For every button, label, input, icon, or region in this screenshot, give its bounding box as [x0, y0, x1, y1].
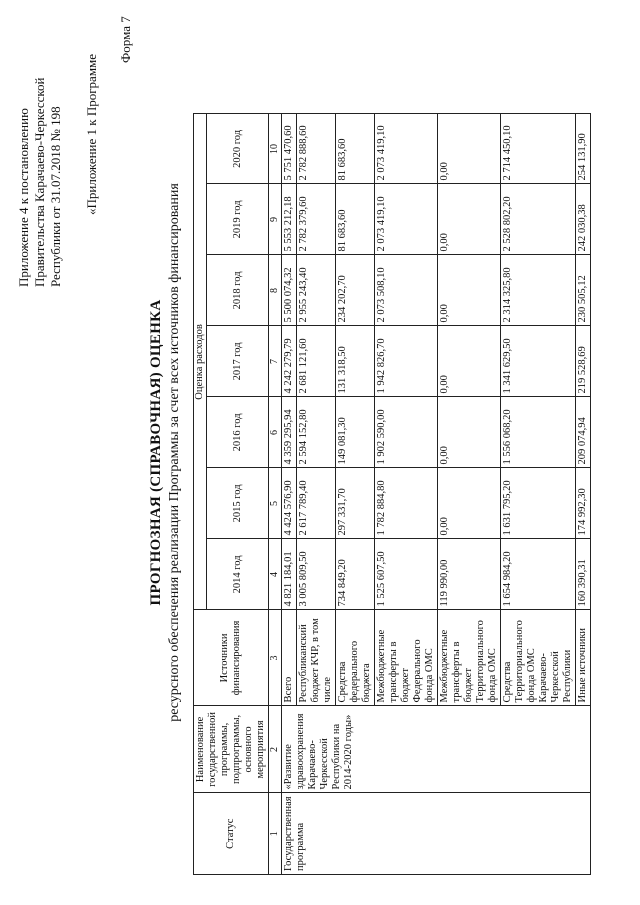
value-cell: 160 390,31 [576, 539, 591, 610]
column-number: 10 [269, 114, 282, 184]
value-cell: 5 500 074,32 [282, 255, 297, 326]
value-cell: 4 242 279,79 [282, 326, 297, 397]
value-cell: 242 030,38 [576, 184, 591, 255]
value-cell: 2 073 419,10 [375, 184, 438, 255]
document-title: ПРОГНОЗНАЯ (СПРАВОЧНАЯ) ОЦЕНКА [148, 299, 164, 606]
value-cell: 131 318,50 [336, 326, 375, 397]
value-cell: 2 955 243,40 [297, 255, 336, 326]
approval-line: Республики от 31.07.2018 № 198 [48, 106, 63, 287]
col-status: Статус [194, 793, 269, 875]
value-cell: 2 073 419,10 [375, 114, 438, 184]
value-cell: 2 782 379,60 [297, 184, 336, 255]
value-cell: 0,00 [438, 397, 501, 468]
header-row [194, 114, 207, 875]
document-subtitle: ресурсного обеспечения реализации Программы за счет всех источников финансирования [167, 183, 182, 722]
value-cell: 1 782 884,80 [375, 468, 438, 539]
column-number: 2 [269, 706, 282, 793]
source-cell: Межбюджетные трансферты в бюджет Территориального фонда ОМС [438, 610, 501, 706]
value-cell: 230 505,12 [576, 255, 591, 326]
col-year: 2016 год [207, 397, 269, 468]
source-cell: Средства Территориального фонда ОМС Карачаево-Черкесской Республики [501, 610, 576, 706]
value-cell: 219 528,69 [576, 326, 591, 397]
value-cell: 0,00 [438, 114, 501, 184]
value-cell: 297 331,70 [336, 468, 375, 539]
col-sources: Источники финансирования [194, 610, 269, 706]
column-number: 7 [269, 326, 282, 397]
value-cell: 1 654 984,20 [501, 539, 576, 610]
col-estimate: Оценка расходов [194, 114, 207, 610]
value-cell: 2 073 508,10 [375, 255, 438, 326]
annex-reference: «Приложение 1 к Программе [84, 53, 99, 215]
value-cell: 2 617 789,40 [297, 468, 336, 539]
column-number: 1 [269, 793, 282, 875]
value-cell: 734 849,20 [336, 539, 375, 610]
value-cell: 0,00 [438, 255, 501, 326]
value-cell: 5 553 212,18 [282, 184, 297, 255]
column-number-row [269, 114, 282, 875]
value-cell: 2 782 888,60 [297, 114, 336, 184]
source-cell: Межбюджетные трансферты в бюджет Федерального фонда ОМС [375, 610, 438, 706]
col-year: 2017 год [207, 326, 269, 397]
column-number: 3 [269, 610, 282, 706]
source-cell: Иные источники [576, 610, 591, 706]
value-cell: 3 005 809,50 [297, 539, 336, 610]
value-cell: 1 902 590,00 [375, 397, 438, 468]
status-cell: Государственная программа [282, 793, 591, 875]
source-cell: Республиканский бюджет КЧР, в том числе [297, 610, 336, 706]
col-year: 2018 год [207, 255, 269, 326]
value-cell: 4 424 576,90 [282, 468, 297, 539]
value-cell: 1 631 795,20 [501, 468, 576, 539]
col-program-name: Наименование государственной программы, подпрограммы, основного мероприятия [194, 706, 269, 793]
value-cell: 4 359 295,94 [282, 397, 297, 468]
approval-line: Правительства Карачаево-Черкесской [32, 77, 47, 287]
col-year: 2015 год [207, 468, 269, 539]
value-cell: 1 525 607,50 [375, 539, 438, 610]
column-number: 6 [269, 397, 282, 468]
col-year: 2020 год [207, 114, 269, 184]
source-cell: Средства федерального бюджета [336, 610, 375, 706]
value-cell: 5 751 470,60 [282, 114, 297, 184]
column-number: 8 [269, 255, 282, 326]
value-cell: 1 341 629,50 [501, 326, 576, 397]
column-number: 4 [269, 539, 282, 610]
value-cell: 81 683,60 [336, 114, 375, 184]
value-cell: 149 081,30 [336, 397, 375, 468]
value-cell: 2 714 450,10 [501, 114, 576, 184]
value-cell: 209 074,94 [576, 397, 591, 468]
col-year: 2019 год [207, 184, 269, 255]
approval-line: Приложение 4 к постановлению [16, 108, 31, 287]
value-cell: 2 681 121,60 [297, 326, 336, 397]
value-cell: 1 556 068,20 [501, 397, 576, 468]
value-cell: 2 594 152,80 [297, 397, 336, 468]
value-cell: 2 314 325,80 [501, 255, 576, 326]
col-year: 2014 год [207, 539, 269, 610]
value-cell: 0,00 [438, 326, 501, 397]
value-cell: 0,00 [438, 184, 501, 255]
approval-block [16, 17, 64, 287]
program-name-cell: «Развитие здравоохранения Карачаево-Черкесской Республики на 2014-2020 годы» [282, 706, 591, 793]
financing-table [193, 113, 591, 875]
value-cell: 234 202,70 [336, 255, 375, 326]
value-cell: 81 683,60 [336, 184, 375, 255]
value-cell: 1 942 826,70 [375, 326, 438, 397]
value-cell: 174 992,30 [576, 468, 591, 539]
value-cell: 119 990,00 [438, 539, 501, 610]
value-cell: 4 821 184,01 [282, 539, 297, 610]
source-cell: Всего [282, 610, 297, 706]
value-cell: 254 131,90 [576, 114, 591, 184]
value-cell: 0,00 [438, 468, 501, 539]
column-number: 9 [269, 184, 282, 255]
value-cell: 2 528 802,20 [501, 184, 576, 255]
form-number: Форма 7 [118, 16, 133, 63]
table-row [282, 114, 297, 875]
column-number: 5 [269, 468, 282, 539]
